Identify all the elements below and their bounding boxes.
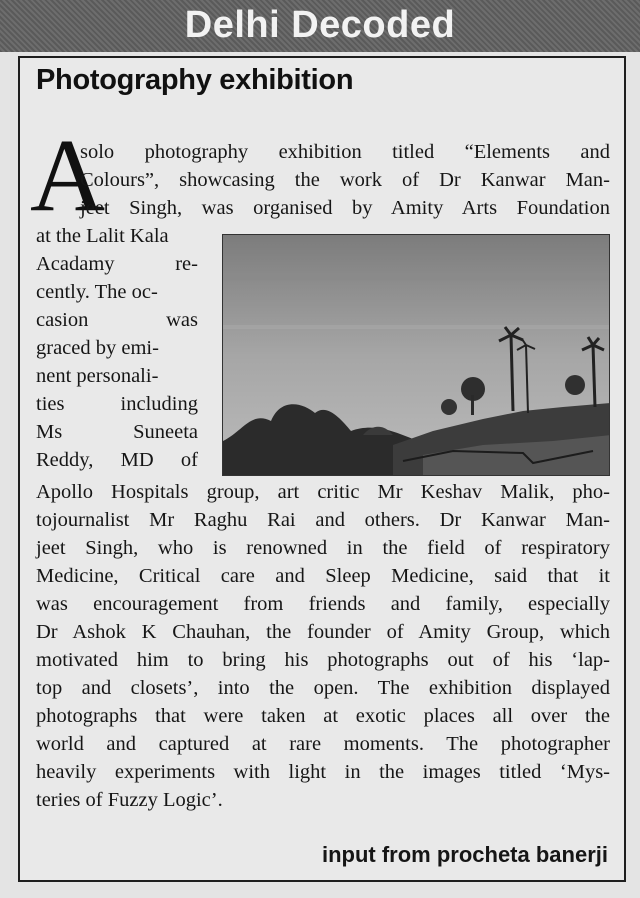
article-line: Acadamy re- [36, 253, 198, 275]
article-line: tojournalist Mr Raghu Rai and others. Dr Kanwar Man- [36, 509, 610, 531]
article-headline: Photography exhibition [36, 64, 354, 96]
article-line: world and captured at rare moments. The photographer [36, 733, 610, 755]
exhibition-photo [222, 234, 610, 476]
article-line: nent personali- [36, 365, 159, 387]
article-line: Dr Ashok K Chauhan, the founder of Amity Group, which [36, 621, 610, 643]
article-line: Ms Suneeta [36, 421, 198, 443]
section-banner [0, 0, 640, 52]
article-line: teries of Fuzzy Logic’. [36, 789, 223, 811]
section-title: Delhi Decoded [184, 4, 456, 46]
article-line: ties including [36, 393, 198, 415]
article-line: Reddy, MD of [36, 449, 198, 471]
article-line: photographs that were taken at exotic places all over the [36, 705, 610, 727]
article-line: Apollo Hospitals group, art critic Mr Keshav Malik, pho- [36, 481, 610, 503]
article-line: heavily experiments with light in the images titled ‘Mys- [36, 761, 610, 783]
article-line: cently. The oc- [36, 281, 158, 303]
article-line: at the Lalit Kala [36, 225, 169, 247]
article-line: jeet Singh, who is renowned in the field of respiratory [36, 537, 610, 559]
article-line: top and closets’, into the open. The exhibition displayed [36, 677, 610, 699]
drop-cap: A [30, 118, 106, 233]
article-line: graced by emi- [36, 337, 159, 359]
landscape-photo-image [223, 235, 610, 476]
article-line: Medicine, Critical care and Sleep Medicine, said that it [36, 565, 610, 587]
article-line: motivated him to bring his photographs out of his ‘lap- [36, 649, 610, 671]
article-line: was encouragement from friends and family, especially [36, 593, 610, 615]
article-line: casion was [36, 309, 198, 331]
article-credit: input from procheta banerji [321, 842, 608, 867]
article-line: Colours”, showcasing the work of Dr Kanwar Man- [80, 169, 610, 191]
article-line: jeet Singh, was organised by Amity Arts Foundation [80, 197, 610, 219]
article-line: solo photography exhibition titled “Elements and [80, 141, 610, 163]
